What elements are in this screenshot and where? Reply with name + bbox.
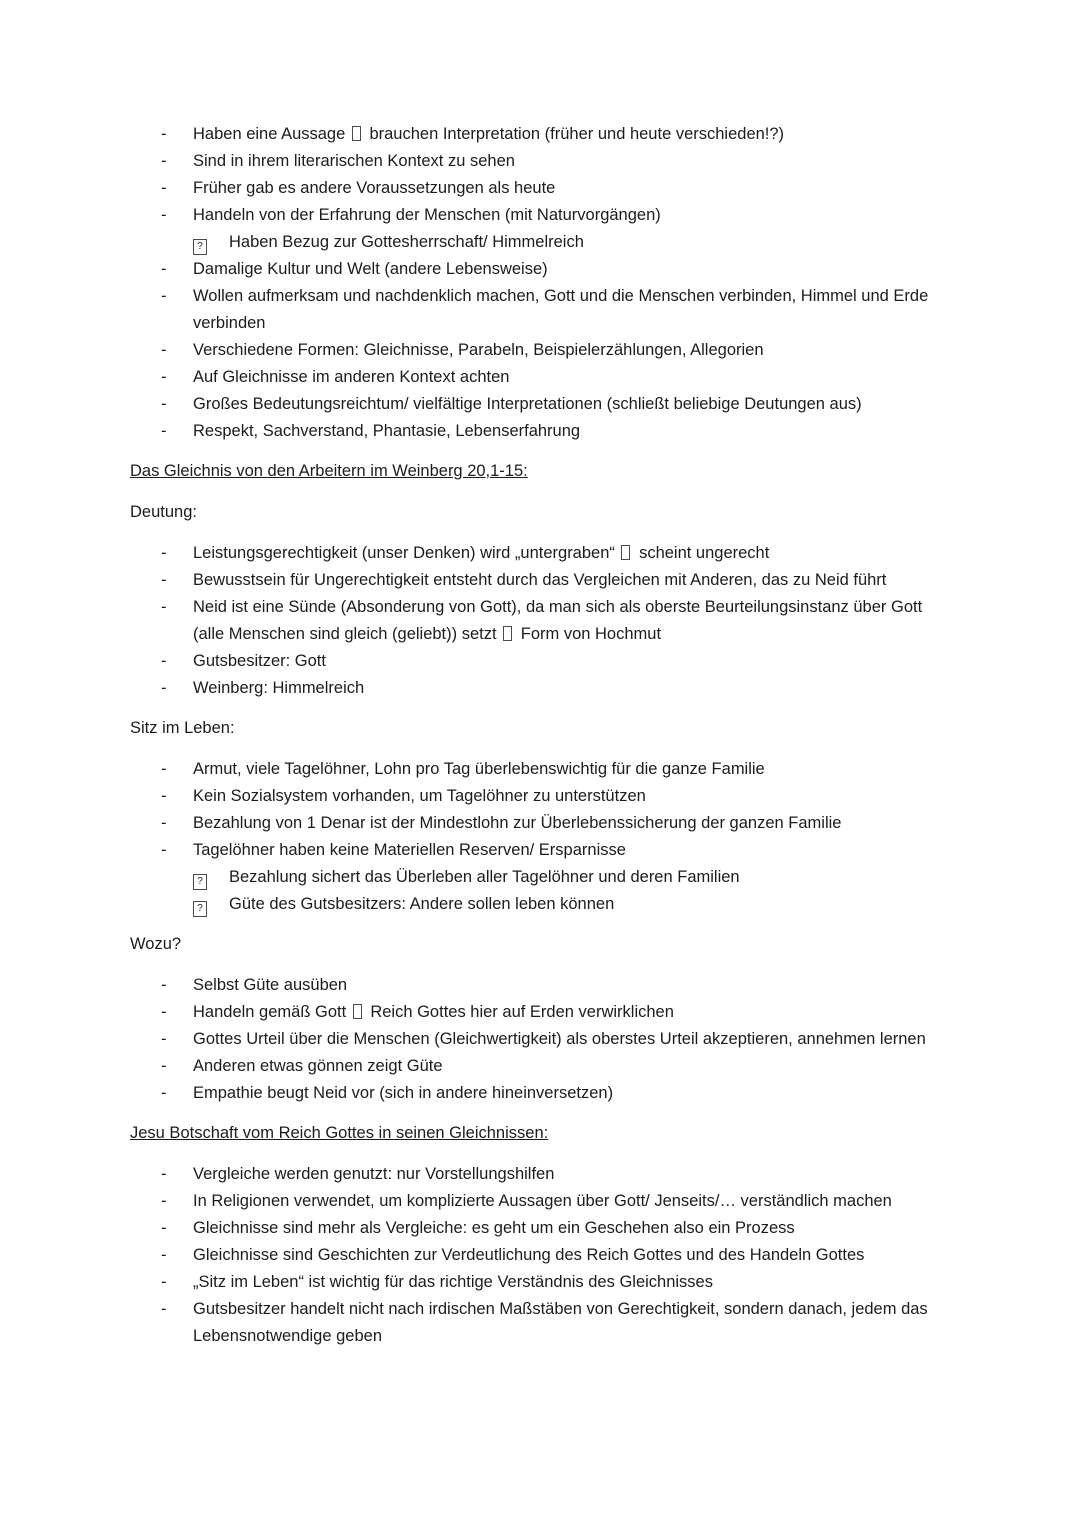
list-item-text: Anderen etwas gönnen zeigt Güte bbox=[193, 1057, 443, 1075]
dash-marker: - bbox=[161, 125, 167, 143]
list-item bbox=[130, 391, 952, 418]
list-item-text: Neid ist eine Sünde (Absonderung von Gott), da man sich als oberste Beurteilungsinstanz über Gott (alle Menschen sind gleich (geliebt)) setzt Form von Hochmut bbox=[193, 598, 923, 643]
dash-marker: - bbox=[161, 787, 167, 805]
list-item bbox=[130, 1296, 952, 1350]
list-item bbox=[130, 256, 952, 283]
list-item bbox=[130, 337, 952, 364]
dash-marker: - bbox=[161, 179, 167, 197]
dash-marker: - bbox=[161, 287, 167, 305]
list-item bbox=[130, 594, 952, 648]
list-item-text: Gutsbesitzer: Gott bbox=[193, 652, 326, 670]
list-item-text: Verschiedene Formen: Gleichnisse, Parabeln, Beispielerzählungen, Allegorien bbox=[193, 341, 764, 359]
list-item bbox=[130, 418, 952, 445]
missing-glyph-box bbox=[352, 126, 361, 141]
dash-marker: - bbox=[161, 598, 167, 616]
list-item-text: Kein Sozialsystem vorhanden, um Tagelöhner zu unterstützen bbox=[193, 787, 646, 805]
section-heading: Das Gleichnis von den Arbeitern im Weinberg 20,1-15: bbox=[130, 462, 528, 480]
bullet-list bbox=[130, 1161, 952, 1350]
section-label: Deutung: bbox=[130, 503, 197, 521]
bullet-list bbox=[130, 756, 952, 918]
list-item-text: Leistungsgerechtigkeit (unser Denken) wird „untergraben“ scheint ungerecht bbox=[193, 544, 770, 562]
list-item bbox=[130, 540, 952, 567]
dash-marker: - bbox=[161, 341, 167, 359]
list-item-text: Gottes Urteil über die Menschen (Gleichwertigkeit) als oberstes Urteil akzeptieren, annehmen lernen bbox=[193, 1030, 926, 1048]
section-heading: Jesu Botschaft vom Reich Gottes in seinen Gleichnissen: bbox=[130, 1124, 549, 1142]
list-item bbox=[130, 891, 952, 918]
list-item-text: Vergleiche werden genutzt: nur Vorstellungshilfen bbox=[193, 1165, 555, 1183]
dash-marker: - bbox=[161, 1300, 167, 1318]
list-item-text: Tagelöhner haben keine Materiellen Reserven/ Ersparnisse bbox=[193, 841, 626, 859]
dash-marker: - bbox=[161, 652, 167, 670]
list-item bbox=[130, 229, 952, 256]
list-item bbox=[130, 972, 952, 999]
dash-marker: - bbox=[161, 368, 167, 386]
list-item bbox=[130, 837, 952, 864]
list-item-text: Gleichnisse sind mehr als Vergleiche: es geht um ein Geschehen also ein Prozess bbox=[193, 1219, 795, 1237]
list-item-text: Haben Bezug zur Gottesherrschaft/ Himmelreich bbox=[229, 233, 584, 251]
list-item-text: Auf Gleichnisse im anderen Kontext achten bbox=[193, 368, 510, 386]
box-question-marker: ? bbox=[193, 239, 207, 255]
list-item bbox=[130, 1188, 952, 1215]
list-item bbox=[130, 202, 952, 229]
dash-marker: - bbox=[161, 841, 167, 859]
dash-marker: - bbox=[161, 814, 167, 832]
list-item bbox=[130, 1080, 952, 1107]
list-item bbox=[130, 783, 952, 810]
list-item-text: Damalige Kultur und Welt (andere Lebensweise) bbox=[193, 260, 548, 278]
missing-glyph-box bbox=[503, 626, 512, 641]
dash-marker: - bbox=[161, 544, 167, 562]
list-item-text: Früher gab es andere Voraussetzungen als heute bbox=[193, 179, 556, 197]
list-item bbox=[130, 810, 952, 837]
list-item bbox=[130, 1242, 952, 1269]
list-item-text: Handeln von der Erfahrung der Menschen (mit Naturvorgängen) bbox=[193, 206, 661, 224]
dash-marker: - bbox=[161, 1057, 167, 1075]
list-item-text: Sind in ihrem literarischen Kontext zu sehen bbox=[193, 152, 515, 170]
list-item bbox=[130, 1053, 952, 1080]
list-item-text: Empathie beugt Neid vor (sich in andere hineinversetzen) bbox=[193, 1084, 614, 1102]
list-item-text: Bezahlung von 1 Denar ist der Mindestlohn zur Überlebenssicherung der ganzen Familie bbox=[193, 814, 842, 832]
list-item bbox=[130, 364, 952, 391]
list-item-text: „Sitz im Leben“ ist wichtig für das richtige Verständnis des Gleichnisses bbox=[193, 1273, 713, 1291]
list-item bbox=[130, 148, 952, 175]
list-item-text: Respekt, Sachverstand, Phantasie, Lebenserfahrung bbox=[193, 422, 581, 440]
list-item bbox=[130, 1215, 952, 1242]
list-item-text: Handeln gemäß Gott Reich Gottes hier auf Erden verwirklichen bbox=[193, 1003, 674, 1021]
list-item bbox=[130, 175, 952, 202]
missing-glyph-box bbox=[353, 1004, 362, 1019]
dash-marker: - bbox=[161, 571, 167, 589]
list-item-text: Gleichnisse sind Geschichten zur Verdeutlichung des Reich Gottes und des Handeln Gottes bbox=[193, 1246, 865, 1264]
list-item bbox=[130, 648, 952, 675]
list-item-text: Güte des Gutsbesitzers: Andere sollen leben können bbox=[229, 895, 615, 913]
dash-marker: - bbox=[161, 395, 167, 413]
list-item bbox=[130, 864, 952, 891]
dash-marker: - bbox=[161, 1165, 167, 1183]
list-item bbox=[130, 675, 952, 702]
list-item-text: Selbst Güte ausüben bbox=[193, 976, 348, 994]
dash-marker: - bbox=[161, 1030, 167, 1048]
dash-marker: - bbox=[161, 260, 167, 278]
list-item-text: Gutsbesitzer handelt nicht nach irdischen Maßstäben von Gerechtigkeit, sondern danach, jedem das Lebensnotwendige geben bbox=[193, 1300, 928, 1345]
sub-marker-cell bbox=[193, 891, 229, 918]
bullet-list bbox=[130, 121, 952, 445]
list-item bbox=[130, 567, 952, 594]
list-item-text: Großes Bedeutungsreichtum/ vielfältige Interpretationen (schließt beliebige Deutungen aus) bbox=[193, 395, 862, 413]
section-label: Wozu? bbox=[130, 935, 182, 953]
box-question-marker: ? bbox=[193, 901, 207, 917]
list-item-text: Weinberg: Himmelreich bbox=[193, 679, 365, 697]
list-item-text: Bewusstsein für Ungerechtigkeit entsteht durch das Vergleichen mit Anderen, das zu Neid führt bbox=[193, 571, 887, 589]
list-item bbox=[130, 1269, 952, 1296]
list-item bbox=[130, 1161, 952, 1188]
list-item-text: Armut, viele Tagelöhner, Lohn pro Tag überlebenswichtig für die ganze Familie bbox=[193, 760, 765, 778]
bullet-list bbox=[130, 972, 952, 1107]
dash-marker: - bbox=[161, 1084, 167, 1102]
dash-marker: - bbox=[161, 206, 167, 224]
dash-marker: - bbox=[161, 1003, 167, 1021]
list-item-text: Haben eine Aussage brauchen Interpretation (früher und heute verschieden!?) bbox=[193, 125, 785, 143]
dash-marker: - bbox=[161, 1246, 167, 1264]
list-item-text: In Religionen verwendet, um komplizierte Aussagen über Gott/ Jenseits/… verständlich machen bbox=[193, 1192, 892, 1210]
missing-glyph-box bbox=[621, 545, 630, 560]
dash-marker: - bbox=[161, 976, 167, 994]
list-item-text: Wollen aufmerksam und nachdenklich machen, Gott und die Menschen verbinden, Himmel und Erde verbinden bbox=[193, 287, 929, 332]
list-item bbox=[130, 1026, 952, 1053]
bullet-list bbox=[130, 540, 952, 702]
dash-marker: - bbox=[161, 1192, 167, 1210]
sub-marker-cell bbox=[193, 864, 229, 891]
dash-marker: - bbox=[161, 1219, 167, 1237]
list-item bbox=[130, 283, 952, 337]
list-item bbox=[130, 756, 952, 783]
list-item bbox=[130, 999, 952, 1026]
dash-marker: - bbox=[161, 760, 167, 778]
dash-marker: - bbox=[161, 1273, 167, 1291]
list-item-text: Bezahlung sichert das Überleben aller Tagelöhner und deren Familien bbox=[229, 868, 740, 886]
dash-marker: - bbox=[161, 422, 167, 440]
dash-marker: - bbox=[161, 152, 167, 170]
section-label: Sitz im Leben: bbox=[130, 719, 235, 737]
dash-marker: - bbox=[161, 679, 167, 697]
sub-marker-cell bbox=[193, 229, 229, 256]
box-question-marker: ? bbox=[193, 874, 207, 890]
list-item bbox=[130, 121, 952, 148]
